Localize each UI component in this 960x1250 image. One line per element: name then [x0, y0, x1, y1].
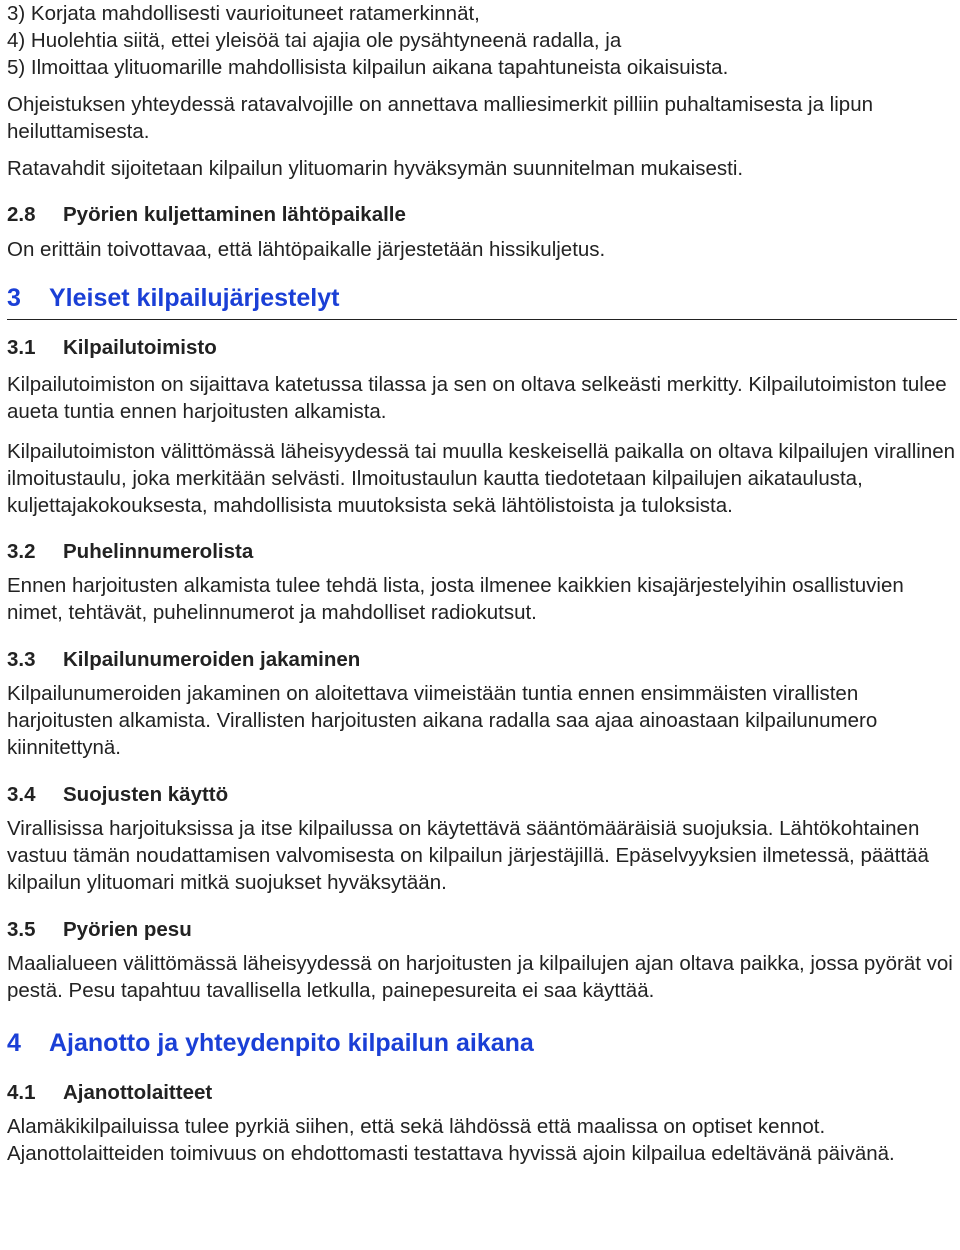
chapter-heading-4	[7, 1026, 957, 1060]
section-number: 3.4	[7, 783, 36, 806]
section-heading-4-1	[7, 1079, 957, 1106]
list-item: 3) Korjata mahdollisesti vaurioituneet ratamerkinnät,	[7, 2, 480, 25]
paragraph: Virallisissa harjoituksissa ja itse kilpailussa on käytettävä sääntömääräisiä suojuksia. Lähtökohtainen vastuu tämän noudattamisen valvomisesta on kilpailun järjestäjillä. Epäselvyyksien ilmetessä, päättää kilpailun ylituomari mitkä suojukset hyväksytään.	[7, 817, 929, 894]
paragraph: Kilpailutoimiston on sijaittava katetussa tilassa ja sen on oltava selkeästi merkitty. Kilpailutoimiston tulee aueta tuntia ennen harjoitusten alkamista.	[7, 373, 947, 423]
paragraph-instructions: Ohjeistuksen yhteydessä ratavalvojille on annettava malliesimerkit pilliin puhaltamisesta ja lipun heiluttamisesta.	[7, 93, 873, 143]
section-number: 2.8	[7, 203, 36, 226]
section-title: Kilpailutoimisto	[63, 336, 217, 359]
section-title: Puhelinnumerolista	[63, 540, 254, 563]
document-page	[7, 0, 957, 1167]
section-title: Kilpailunumeroiden jakaminen	[63, 648, 361, 671]
section-number: 3.1	[7, 336, 36, 359]
section-heading-3-4	[7, 781, 957, 808]
section-heading-3-2	[7, 538, 957, 565]
section-number: 4.1	[7, 1081, 36, 1104]
chapter-title: Yleiset kilpailujärjestelyt	[49, 284, 340, 312]
paragraph: Ennen harjoitusten alkamista tulee tehdä lista, josta ilmenee kaikkien kisajärjestelyihin osallistuvien nimet, tehtävät, puhelinnumerot ja mahdolliset radiokutsut.	[7, 574, 904, 624]
section-number: 3.5	[7, 918, 36, 941]
paragraph: On erittäin toivottavaa, että lähtöpaikalle järjestetään hissikuljetus.	[7, 238, 606, 261]
chapter-title: Ajanotto ja yhteydenpito kilpailun aikana	[49, 1029, 534, 1057]
section-title: Pyörien kuljettaminen lähtöpaikalle	[63, 203, 406, 226]
paragraph: Kilpailunumeroiden jakaminen on aloitettava viimeistään tuntia ennen ensimmäisten virallisten harjoitusten alkamista. Virallisten harjoitusten aikana radalla saa ajaa ainoastaan kilpailunumero kiinnitettynä.	[7, 682, 878, 759]
chapter-number: 3	[7, 284, 21, 312]
paragraph: Maalialueen välittömässä läheisyydessä on harjoitusten ja kilpailujen ajan oltava paikka, jossa pyörät voi pestä. Pesu tapahtuu tavallisella letkulla, painepesureita ei saa käyttää.	[7, 952, 953, 1002]
section-number: 3.2	[7, 540, 36, 563]
section-title: Suojusten käyttö	[63, 783, 229, 806]
section-heading-3-1	[7, 334, 957, 361]
list-item: 4) Huolehtia siitä, ettei yleisöä tai ajajia ole pysähtyneenä radalla, ja	[7, 29, 622, 52]
section-title: Pyörien pesu	[63, 918, 192, 941]
paragraph: Alamäkikilpailuissa tulee pyrkiä siihen, että sekä lähdössä että maalissa on optiset kennot. Ajanottolaitteiden toimivuus on ehdottomasti testattava hyvissä ajoin kilpailua edeltävänä päivänä.	[7, 1115, 895, 1165]
chapter-number: 4	[7, 1029, 21, 1057]
chapter-heading-3	[7, 281, 957, 320]
section-heading-2-8	[7, 201, 957, 228]
numbered-list	[7, 0, 957, 81]
section-heading-3-5	[7, 916, 957, 943]
list-item: 5) Ilmoittaa ylituomarille mahdollisista kilpailun aikana tapahtuneista oikaisuista.	[7, 56, 729, 79]
paragraph: Kilpailutoimiston välittömässä läheisyydessä tai muulla keskeisellä paikalla on oltava kilpailujen virallinen ilmoitustaulu, joka merkitään selvästi. Ilmoitustaulun kautta tiedotetaan kilpailujen aikataulusta, kuljettajakokouksesta, mahdollisista muutoksista sekä lähtölistoista ja tuloksista.	[7, 440, 956, 517]
paragraph-placement: Ratavahdit sijoitetaan kilpailun ylituomarin hyväksymän suunnitelman mukaisesti.	[7, 157, 744, 180]
section-heading-3-3	[7, 646, 957, 673]
section-number: 3.3	[7, 648, 36, 671]
section-title: Ajanottolaitteet	[63, 1081, 213, 1104]
